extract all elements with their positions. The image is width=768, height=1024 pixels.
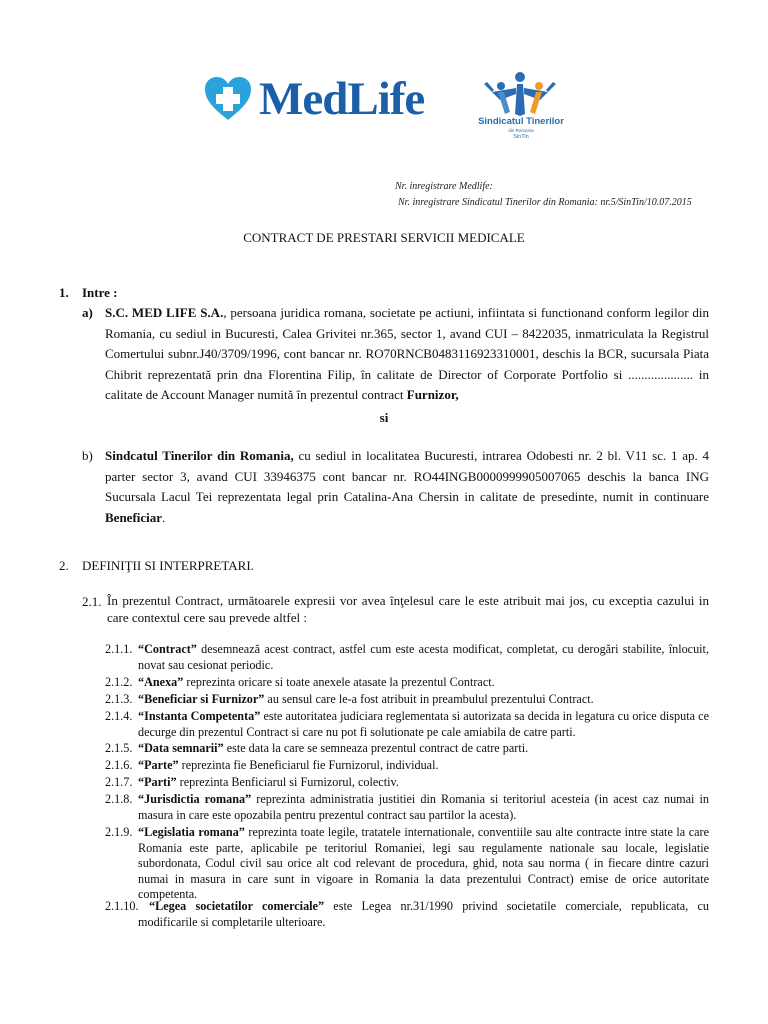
definition-item: “Anexa” reprezinta oricare si toate anexele atasate la prezentul Contract. bbox=[138, 675, 495, 689]
medlife-logo bbox=[203, 72, 424, 126]
conjunction-si: si bbox=[379, 410, 389, 425]
medlife-heart-icon bbox=[203, 76, 253, 122]
definition-number: 2.1.6. bbox=[105, 758, 133, 772]
sintin-logo-sub: din Romania bbox=[508, 128, 534, 133]
section-2-number: 2. bbox=[59, 558, 69, 573]
reg-number-sintin: Nr. inregistrare Sindicatul Tinerilor din Romania: nr.5/SinTin/10.07.2015 bbox=[398, 197, 692, 208]
party-a-paragraph: S.C. MED LIFE S.A., persoana juridica romana, societate pe actiuni, infiintata si functionand conform legilor din Romania, cu sediul in Bucuresti, Calea Grivitei nr.365, sector 1, avand CUI – 8422035, inmatriculata la Registrul Comertului subnr.J40/3709/1996, cont bancar nr. RO70RNCB0483116923310001, deschis la BCR, sucursala Piata Chibrit reprezentată prin dna Florentina Filip, în calitate de Director of Corporate Portfolio si .................... in calitate de Account Manager numită în prezentul contract Furnizor, bbox=[105, 305, 709, 402]
reg-number-medlife: Nr. inregistrare Medlife: bbox=[395, 181, 493, 192]
definition-number: 2.1.2. bbox=[105, 675, 133, 689]
definition-item: “Legea societatilor comerciale” este Legea nr.31/1990 privind societatile comerciale, republicata, cu modificarile si completarile ulterioare. bbox=[138, 899, 709, 929]
definition-item: “Beneficiar si Furnizor” au sensul care le-a fost atribuit in preambulul prezentului Contract. bbox=[138, 692, 594, 706]
section-1-heading: Intre : bbox=[82, 285, 118, 300]
party-a-name: S.C. MED LIFE S.A. bbox=[105, 305, 224, 320]
clause-2-1-number: 2.1. bbox=[82, 594, 102, 609]
definition-item: “Jurisdictia romana” reprezinta administratia justitiei din Romania si teritoriul acesteia (in acest caz numai in masura in care este opozabila pentru prezentul contract sau partilor la acesta). bbox=[138, 792, 709, 822]
document-title: CONTRACT DE PRESTARI SERVICII MEDICALE bbox=[243, 230, 525, 245]
definition-number: 2.1.10. bbox=[105, 899, 139, 913]
definition-number: 2.1.7. bbox=[105, 775, 133, 789]
party-b-paragraph: Sindcatul Tinerilor din Romania, cu sediul in localitatea Bucuresti, intrarea Odobesti nr. 2 bl. V11 sc. 1 ap. 4 parter sector 3, avand CUI 33946375 cont bancar nr. RO44INGB0000999905007065 deschis la banca ING Sucursala Lacul Tei reprezentata legal prin Catalina-Ana Chersin in calitate de presedinte, numit in continuare Beneficiar. bbox=[105, 448, 709, 525]
sintin-logo-name: Sindicatul Tinerilor bbox=[478, 116, 564, 127]
medlife-wordmark: MedLife bbox=[259, 72, 425, 125]
clause-2-1-text: În prezentul Contract, următoarele expresii vor avea înţelesul care le este atribuit mai jos, cu exceptia cazului in care contextul cere sau prevede altfel : bbox=[107, 593, 709, 625]
sintin-logo-abbr: SinTin bbox=[513, 134, 529, 140]
definition-item: “Parte” reprezinta fie Beneficiarul fie Furnizorul, individual. bbox=[138, 758, 439, 772]
definition-number: 2.1.8. bbox=[105, 792, 133, 806]
definition-number: 2.1.4. bbox=[105, 709, 133, 723]
party-a-label: a) bbox=[82, 305, 93, 320]
section-2-heading: DEFINIŢII SI INTERPRETARI. bbox=[82, 558, 254, 573]
definition-item: “Instanta Competenta” este autoritatea judiciara reglementata si autorizata sa decida in legatura cu orice disputa ce decurge din prezentul Contract si care nu pot fi solutionate pe cale amiabila de catre parti. bbox=[138, 709, 709, 739]
party-b-role: Beneficiar bbox=[105, 509, 163, 525]
definition-number: 2.1.3. bbox=[105, 692, 133, 706]
definition-number: 2.1.5. bbox=[105, 741, 133, 755]
section-1-number: 1. bbox=[59, 285, 69, 300]
party-a-role: Furnizor, bbox=[406, 387, 459, 402]
party-b-name: Sindcatul Tinerilor din Romania, bbox=[105, 448, 294, 463]
definition-item: “Parti” reprezinta Benficiarul si Furnizorul, colectiv. bbox=[138, 775, 399, 789]
definition-item: “Contract” desemnează acest contract, astfel cum este acesta modificat, completat, cu derogări stabilite, înlocuit, novat sau cesionat periodic. bbox=[138, 642, 709, 672]
definition-item: “Legislatia romana” reprezinta toate legile, tratatele internationale, conventiile sau alte contracte intre state la care Romania este parte, aplicabile pe teritoriul Romaniei, legi sau regulamente nationale sau locale, legislatie subordonata, Codul civil sau orice alt cod relevant de procedura, ghid, nota sau norma ( in fiecare dintre cazuri numai in masura in care sunt in vigoare in Romania la data prezentului Contract) emise de orice autoritate competenta. bbox=[138, 825, 709, 901]
definition-number: 2.1.1. bbox=[105, 642, 133, 656]
party-b-label: b) bbox=[82, 448, 93, 463]
definition-number: 2.1.9. bbox=[105, 825, 133, 839]
definition-item: “Data semnarii” este data la care se semneaza prezentul contract de catre parti. bbox=[138, 741, 529, 755]
